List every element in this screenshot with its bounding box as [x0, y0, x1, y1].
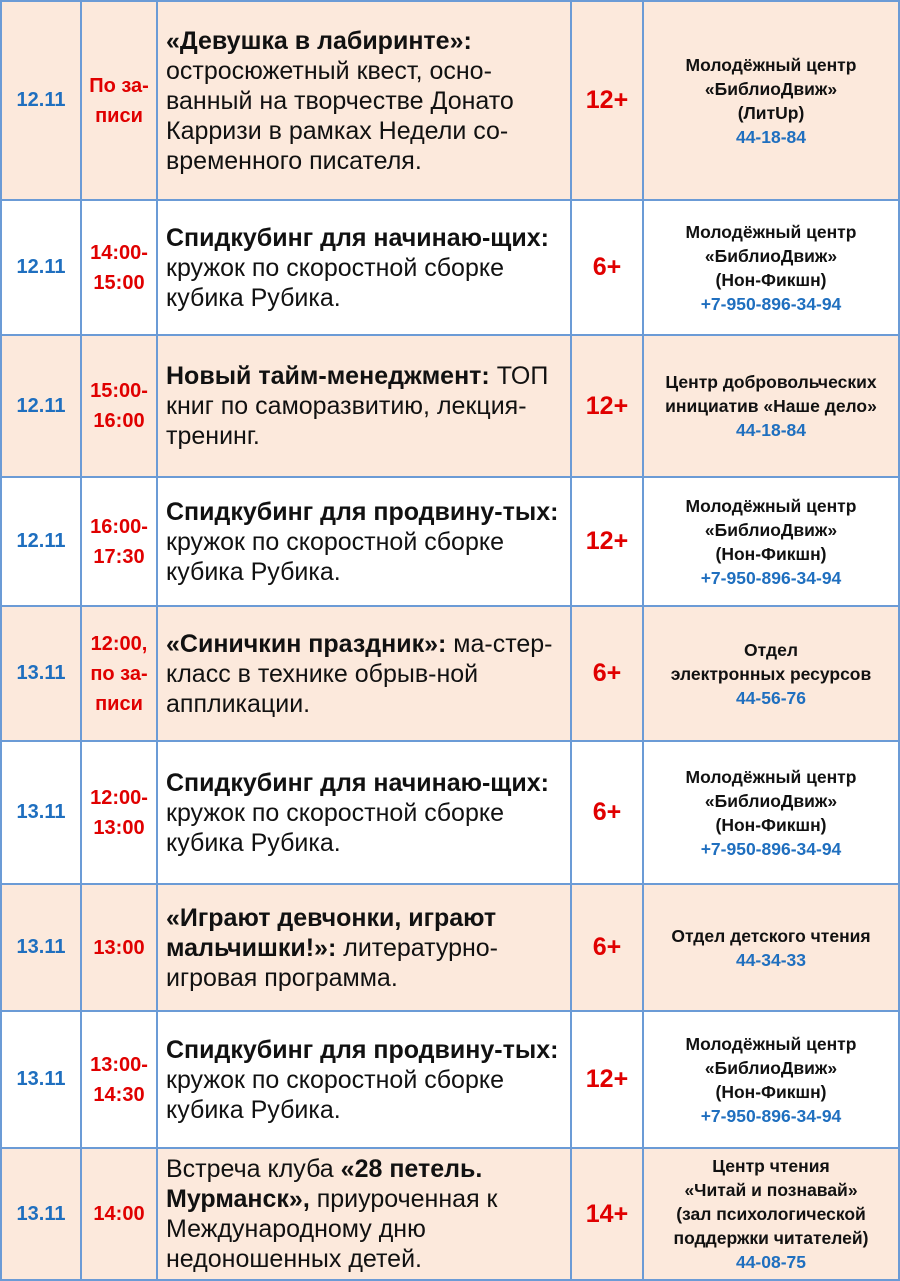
event-date: 13.11	[1, 606, 81, 741]
event-details: кружок по скоростной сборке кубика Рубика.	[166, 527, 504, 586]
event-time: 12:00, по за- писи	[81, 606, 157, 741]
event-venue: Молодёжный центр «БиблиоДвиж» (Нон-Фикшн) +7-950-896-34-94	[643, 741, 899, 884]
event-date: 12.11	[1, 200, 81, 335]
event-venue: Отдел детского чтения 44-34-33	[643, 884, 899, 1011]
event-description	[157, 335, 571, 477]
event-time: 14:00	[81, 1148, 157, 1280]
age-rating: 6+	[571, 741, 643, 884]
event-row	[1, 1148, 899, 1280]
event-venue: Молодёжный центр «БиблиоДвиж» (Нон-Фикшн) +7-950-896-34-94	[643, 1011, 899, 1148]
event-title: «Синичкин праздник»:	[166, 629, 447, 658]
venue-phone: 44-08-75	[735, 1252, 807, 1272]
event-date: 12.11	[1, 477, 81, 606]
event-row	[1, 884, 899, 1011]
event-description	[157, 1011, 571, 1148]
event-title: «28 петель. Мурманск»,	[166, 1155, 483, 1213]
event-description	[157, 200, 571, 335]
event-date: 13.11	[1, 1011, 81, 1148]
event-venue: Молодёжный центр «БиблиоДвиж» (ЛитUp) 44-18-84	[643, 1, 899, 200]
event-time: 12:00- 13:00	[81, 741, 157, 884]
event-venue: Молодёжный центр «БиблиоДвиж» (Нон-Фикшн) +7-950-896-34-94	[643, 477, 899, 606]
venue-phone: 44-18-84	[735, 126, 807, 147]
venue-phone: +7-950-896-34-94	[700, 838, 842, 859]
event-description	[157, 741, 571, 884]
event-row	[1, 477, 899, 606]
age-rating: 12+	[571, 477, 643, 606]
event-venue: Центр добровольческих инициатив «Наше дело» 44-18-84	[643, 335, 899, 477]
event-row	[1, 200, 899, 335]
event-time: 16:00- 17:30	[81, 477, 157, 606]
event-row	[1, 1, 899, 200]
event-date: 13.11	[1, 741, 81, 884]
event-title: Спидкубинг для продвину-тых:	[166, 497, 559, 526]
event-venue: Молодёжный центр «БиблиоДвиж» (Нон-Фикшн) +7-950-896-34-94	[643, 200, 899, 335]
event-details: кружок по скоростной сборке кубика Рубика.	[166, 1065, 504, 1124]
event-time: 13:00- 14:30	[81, 1011, 157, 1148]
age-rating: 14+	[571, 1148, 643, 1280]
event-description	[157, 1, 571, 200]
event-venue: Отдел электронных ресурсов 44-56-76	[643, 606, 899, 741]
venue-phone: +7-950-896-34-94	[700, 567, 842, 588]
event-details: литературно-игровая программа.	[166, 933, 499, 992]
event-row	[1, 335, 899, 477]
event-date: 13.11	[1, 1148, 81, 1280]
event-title: Спидкубинг для начинаю-щих:	[166, 223, 549, 252]
event-intro: Встреча клуба	[166, 1155, 334, 1183]
age-rating: 12+	[571, 335, 643, 477]
age-rating: 12+	[571, 1, 643, 200]
venue-phone: +7-950-896-34-94	[700, 1105, 842, 1126]
event-details: приуроченная к Международному дню недоношенных детей.	[166, 1185, 498, 1273]
event-date: 12.11	[1, 1, 81, 200]
event-details: кружок по скоростной сборке кубика Рубика.	[166, 798, 504, 857]
event-time: 14:00- 15:00	[81, 200, 157, 335]
event-description	[157, 884, 571, 1011]
event-date: 12.11	[1, 335, 81, 477]
age-rating: 6+	[571, 884, 643, 1011]
event-details: ма-стер-класс в технике обрыв-ной аппликации.	[166, 629, 553, 718]
event-description	[157, 606, 571, 741]
event-description	[157, 1148, 571, 1280]
age-rating: 6+	[571, 200, 643, 335]
venue-phone: +7-950-896-34-94	[700, 293, 842, 314]
venue-phone: 44-18-84	[735, 420, 807, 440]
event-time: 13:00	[81, 884, 157, 1011]
event-venue: Центр чтения «Читай и познавай» (зал психологической поддержки читателей) 44-08-75	[643, 1148, 899, 1280]
event-details: кружок по скоростной сборке кубика Рубика.	[166, 253, 504, 312]
event-title: Новый тайм-менеджмент:	[166, 362, 490, 390]
event-details: остросюжетный квест, осно-ванный на творчестве Донато Карризи в рамках Недели со-временного писателя.	[166, 56, 514, 175]
event-title: «Играют девчонки, играют мальчишки!»:	[166, 903, 497, 962]
age-rating: 12+	[571, 1011, 643, 1148]
event-row	[1, 741, 899, 884]
event-description	[157, 477, 571, 606]
event-row	[1, 606, 899, 741]
event-date: 13.11	[1, 884, 81, 1011]
event-row	[1, 1011, 899, 1148]
event-time: По за- писи	[81, 1, 157, 200]
event-title: Спидкубинг для продвину-тых:	[166, 1035, 559, 1064]
event-details: ТОП книг по саморазвитию, лекция-тренинг.	[166, 362, 549, 450]
venue-phone: 44-34-33	[735, 949, 807, 970]
event-title: «Девушка в лабиринте»:	[166, 26, 472, 55]
age-rating: 6+	[571, 606, 643, 741]
venue-phone: 44-56-76	[735, 687, 807, 708]
event-time: 15:00- 16:00	[81, 335, 157, 477]
event-title: Спидкубинг для начинаю-щих:	[166, 768, 549, 797]
